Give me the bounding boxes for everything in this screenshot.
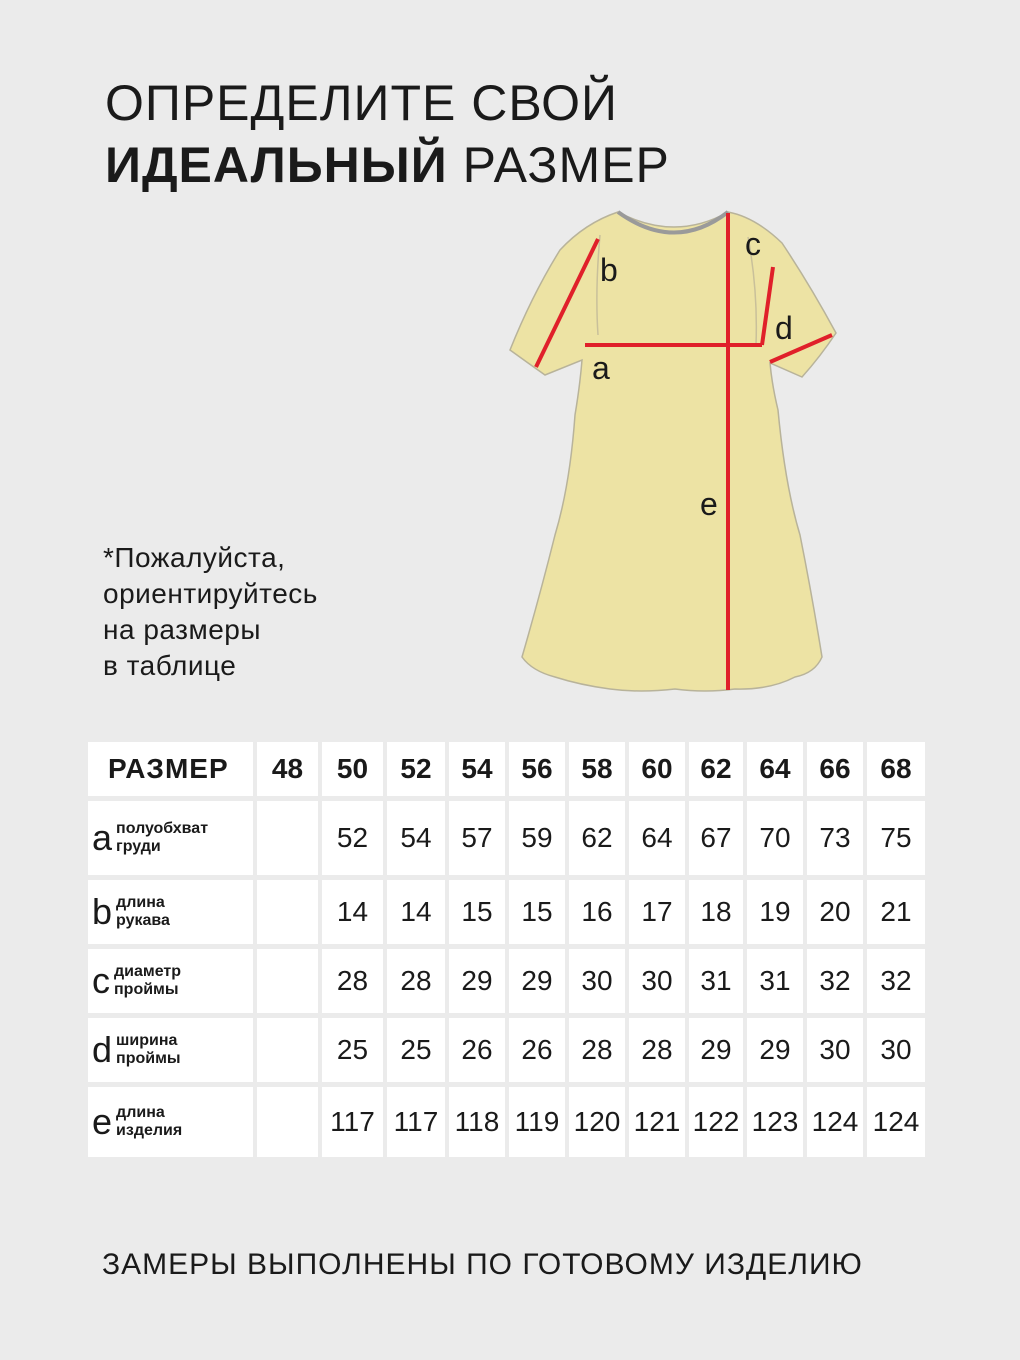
table-cell: 26 bbox=[509, 1018, 565, 1082]
size-column-header: 58 bbox=[569, 742, 625, 796]
table-cell: 19 bbox=[747, 880, 803, 944]
row-desc-line: проймы bbox=[116, 1050, 181, 1067]
row-letter: e bbox=[92, 1101, 113, 1142]
table-cell: 52 bbox=[322, 801, 383, 875]
table-cell bbox=[257, 1087, 318, 1157]
table-cell bbox=[257, 1018, 318, 1082]
table-cell: 14 bbox=[322, 880, 383, 944]
table-cell: 62 bbox=[569, 801, 625, 875]
note-line: ориентируйтесь bbox=[103, 578, 318, 609]
table-cell: 121 bbox=[629, 1087, 685, 1157]
table-cell: 124 bbox=[867, 1087, 925, 1157]
table-cell: 122 bbox=[689, 1087, 743, 1157]
table-cell: 54 bbox=[387, 801, 445, 875]
size-table bbox=[88, 742, 925, 1157]
row-description bbox=[116, 894, 170, 930]
table-cell: 18 bbox=[689, 880, 743, 944]
table-cell: 15 bbox=[449, 880, 505, 944]
row-label-a bbox=[88, 801, 253, 875]
label-b: b bbox=[600, 252, 618, 288]
row-description bbox=[116, 820, 208, 856]
size-column-header: 60 bbox=[629, 742, 685, 796]
row-desc-line: диаметр bbox=[114, 963, 182, 980]
row-desc-line: груди bbox=[116, 838, 161, 855]
size-header-label: РАЗМЕР bbox=[88, 742, 253, 796]
row-desc-line: длина bbox=[116, 1104, 165, 1121]
page-title bbox=[105, 72, 670, 196]
title-rest-word: РАЗМЕР bbox=[462, 137, 670, 193]
label-d: d bbox=[775, 310, 793, 346]
table-cell: 119 bbox=[509, 1087, 565, 1157]
size-note bbox=[103, 540, 318, 684]
footer-note: ЗАМЕРЫ ВЫПОЛНЕНЫ ПО ГОТОВОМУ ИЗДЕЛИЮ bbox=[102, 1248, 863, 1281]
dress-diagram bbox=[500, 195, 845, 705]
label-a: a bbox=[592, 350, 610, 386]
table-cell: 59 bbox=[509, 801, 565, 875]
title-line-2 bbox=[105, 134, 670, 196]
table-cell: 28 bbox=[387, 949, 445, 1013]
table-cell: 123 bbox=[747, 1087, 803, 1157]
note-line: на размеры bbox=[103, 614, 262, 645]
size-column-header: 50 bbox=[322, 742, 383, 796]
table-cell: 25 bbox=[387, 1018, 445, 1082]
table-cell: 29 bbox=[689, 1018, 743, 1082]
row-letter: a bbox=[92, 817, 113, 858]
table-cell: 70 bbox=[747, 801, 803, 875]
table-cell: 30 bbox=[807, 1018, 863, 1082]
table-cell: 25 bbox=[322, 1018, 383, 1082]
table-cell: 28 bbox=[629, 1018, 685, 1082]
row-label-e bbox=[88, 1087, 253, 1157]
row-desc-line: изделия bbox=[116, 1122, 183, 1139]
row-desc-line: ширина bbox=[116, 1032, 178, 1049]
size-column-header: 68 bbox=[867, 742, 925, 796]
table-cell: 28 bbox=[322, 949, 383, 1013]
row-label-b bbox=[88, 880, 253, 944]
row-label-d bbox=[88, 1018, 253, 1082]
row-letter: c bbox=[92, 960, 110, 1001]
table-cell bbox=[257, 801, 318, 875]
dress-illustration bbox=[500, 195, 845, 705]
row-desc-line: проймы bbox=[114, 981, 179, 998]
row-letter: b bbox=[92, 891, 113, 932]
size-column-header: 48 bbox=[257, 742, 318, 796]
row-description bbox=[114, 963, 181, 999]
table-cell: 120 bbox=[569, 1087, 625, 1157]
table-cell: 16 bbox=[569, 880, 625, 944]
table-cell: 117 bbox=[387, 1087, 445, 1157]
table-cell: 64 bbox=[629, 801, 685, 875]
row-letter: d bbox=[92, 1029, 113, 1070]
table-cell: 30 bbox=[867, 1018, 925, 1082]
size-column-header: 52 bbox=[387, 742, 445, 796]
row-description bbox=[116, 1032, 181, 1068]
dress-shape bbox=[510, 212, 836, 691]
size-column-header: 62 bbox=[689, 742, 743, 796]
table-cell: 30 bbox=[629, 949, 685, 1013]
title-bold-word: ИДЕАЛЬНЫЙ bbox=[105, 137, 448, 193]
table-cell: 30 bbox=[569, 949, 625, 1013]
table-cell: 14 bbox=[387, 880, 445, 944]
row-description bbox=[116, 1104, 182, 1140]
table-cell: 73 bbox=[807, 801, 863, 875]
table-cell: 29 bbox=[449, 949, 505, 1013]
table-cell: 29 bbox=[509, 949, 565, 1013]
table-cell: 21 bbox=[867, 880, 925, 944]
size-column-header: 64 bbox=[747, 742, 803, 796]
table-cell: 26 bbox=[449, 1018, 505, 1082]
size-column-header: 54 bbox=[449, 742, 505, 796]
table-cell: 67 bbox=[689, 801, 743, 875]
table-cell: 29 bbox=[747, 1018, 803, 1082]
table-cell: 124 bbox=[807, 1087, 863, 1157]
row-desc-line: длина bbox=[116, 894, 165, 911]
row-desc-line: рукава bbox=[116, 912, 170, 929]
size-column-header: 66 bbox=[807, 742, 863, 796]
table-cell: 117 bbox=[322, 1087, 383, 1157]
table-cell: 32 bbox=[807, 949, 863, 1013]
title-line-1: ОПРЕДЕЛИТЕ СВОЙ bbox=[105, 75, 618, 131]
table-cell: 17 bbox=[629, 880, 685, 944]
table-cell: 20 bbox=[807, 880, 863, 944]
label-e: e bbox=[700, 486, 718, 522]
table-cell: 31 bbox=[689, 949, 743, 1013]
table-cell: 32 bbox=[867, 949, 925, 1013]
row-desc-line: полуобхват bbox=[116, 820, 209, 837]
label-c: c bbox=[745, 226, 761, 262]
table-cell: 31 bbox=[747, 949, 803, 1013]
table-cell: 118 bbox=[449, 1087, 505, 1157]
table-cell: 75 bbox=[867, 801, 925, 875]
note-line: *Пожалуйста, bbox=[103, 542, 286, 573]
table-cell: 57 bbox=[449, 801, 505, 875]
table-cell bbox=[257, 880, 318, 944]
size-column-header: 56 bbox=[509, 742, 565, 796]
note-line: в таблице bbox=[103, 650, 237, 681]
table-cell: 15 bbox=[509, 880, 565, 944]
row-label-c bbox=[88, 949, 253, 1013]
table-cell: 28 bbox=[569, 1018, 625, 1082]
table-cell bbox=[257, 949, 318, 1013]
